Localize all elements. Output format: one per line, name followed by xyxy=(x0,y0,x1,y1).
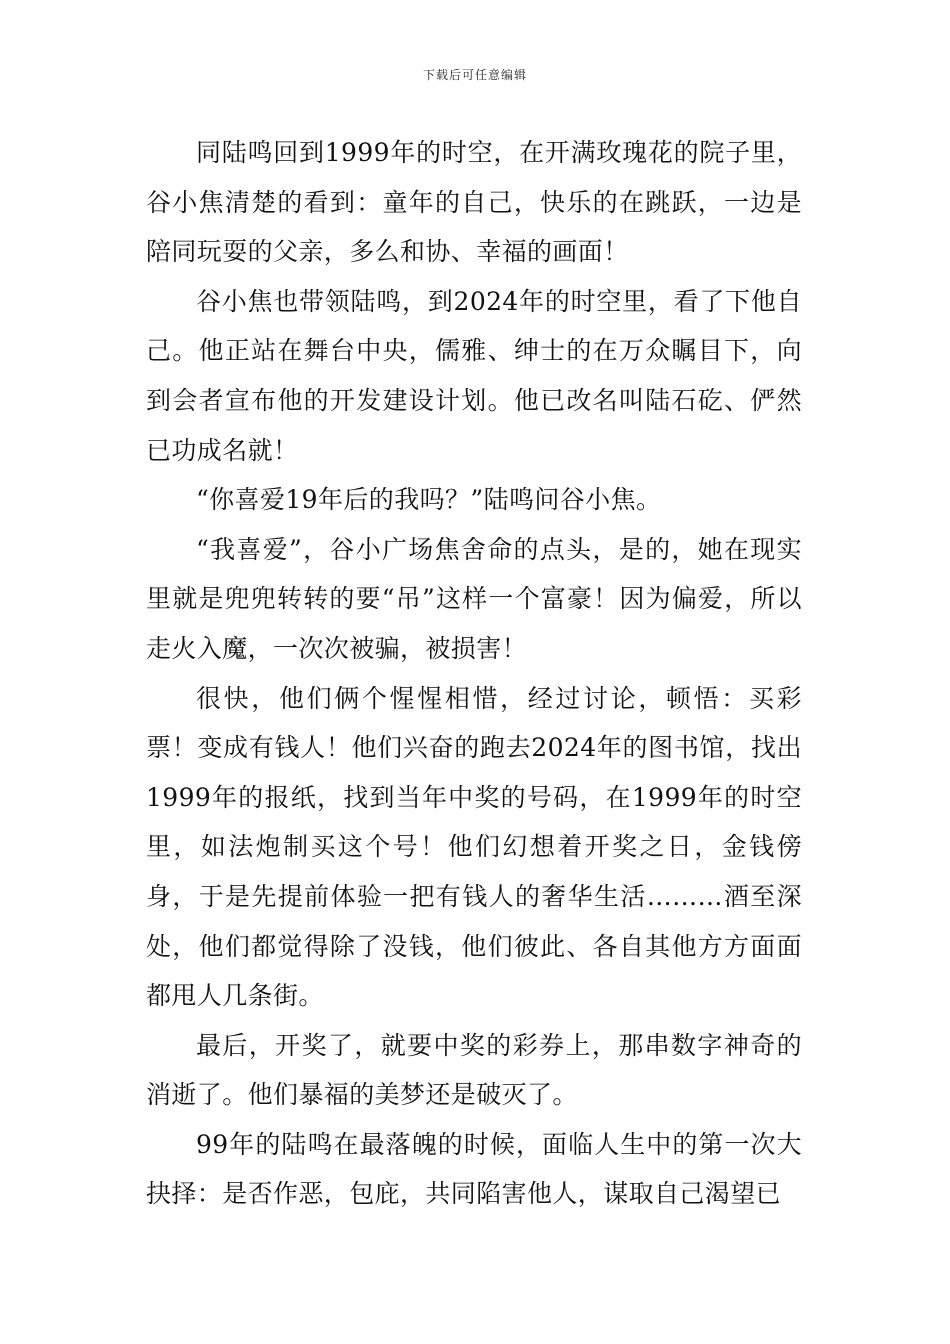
paragraph-6: 最后，开奖了，就要中奖的彩券上，那串数字神奇的消逝了。他们暴福的美梦还是破灭了。 xyxy=(146,1030,802,1110)
header-note: 下载后可任意编辑 xyxy=(422,68,527,82)
paragraph-3: “你喜爱19年后的我吗？”陆鸣问谷小焦。 xyxy=(196,485,662,515)
paragraph-1: 同陆鸣回到1999年的时空，在开满玫瑰花的院子里，谷小焦清楚的看到：童年的自己，快乐的在跳跃，一边是陪同玩耍的父亲，多么和协、幸福的画面！ xyxy=(146,138,802,267)
body-text xyxy=(146,128,802,1219)
paragraph-4: “我喜爱”，谷小广场焦舍命的点头，是的，她在现实里就是兜兜转转的要“吊”这样一个富豪！因为偏爱，所以走火入魔，一次次被骗，被损害！ xyxy=(146,534,802,663)
paragraph-7: 99年的陆鸣在最落魄的时候，面临人生中的第一次大抉择：是否作恶，包庇，共同陷害他人，谋取自己渴望已 xyxy=(146,1129,802,1209)
paragraph-2: 谷小焦也带领陆鸣，到2024年的时空里，看了下他自己。他正站在舞台中央，儒雅、绅士的在万众瞩目下，向到会者宣布他的开发建设计划。他已改名叫陆石矻、俨然已功成名就！ xyxy=(146,286,802,465)
paragraph-5: 很快，他们俩个惺惺相惜，经过讨论，顿悟：买彩票！变成有钱人！他们兴奋的跑去2024年的图书馆，找出1999年的报纸，找到当年中奖的号码，在1999年的时空里，如法炮制买这个号！他们幻想着开奖之日，金钱傍身，于是先提前体验一把有钱人的奢华生活………酒至深处，他们都觉得除了没钱，他们彼此、各自其他方方面面都甩人几条街。 xyxy=(146,683,802,1011)
